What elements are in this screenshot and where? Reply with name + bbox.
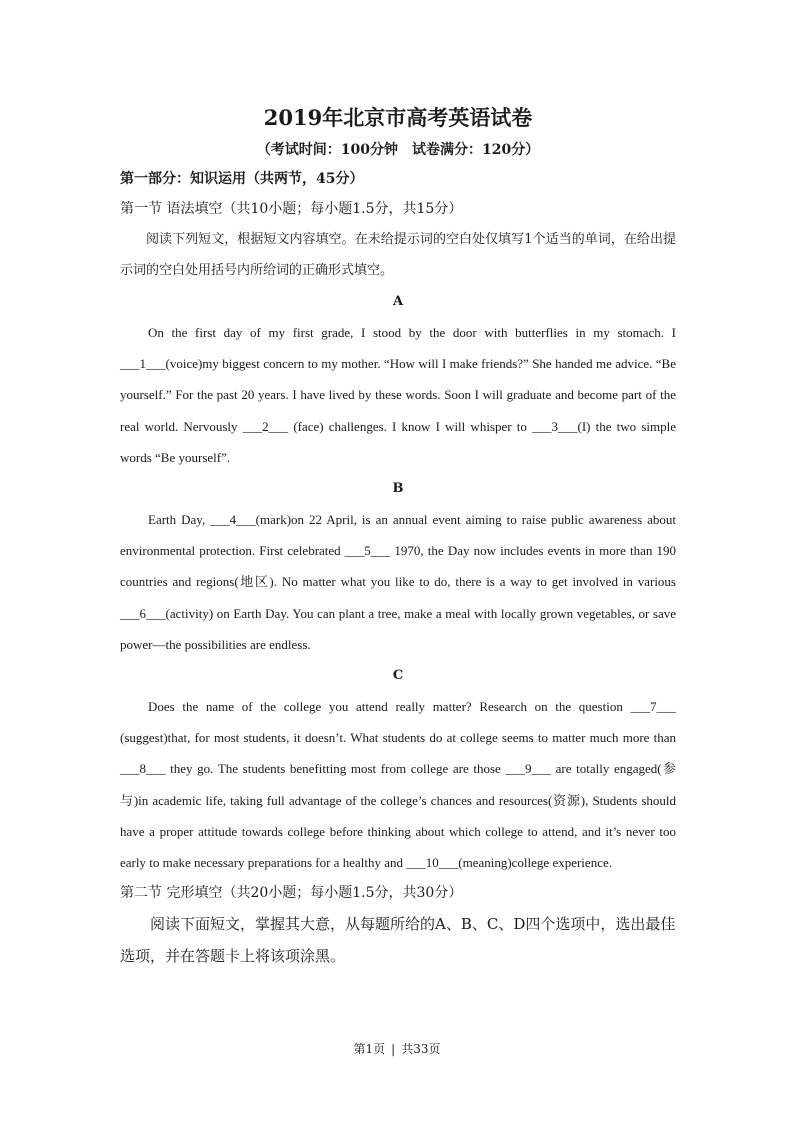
page-number-total: 共33页 [401, 1042, 441, 1056]
passage-b-label: B [392, 481, 404, 497]
page-number-current: 第1页 [353, 1042, 386, 1056]
section-one-instructions: 阅读下列短文，根据短文内容填空。在未给提示词的空白处仅填写1个适当的单词，在给出提示词的空白处用括号内所给词的正确形式填空。 [120, 232, 676, 278]
passage-b-text: Earth Day, ___4___(mark)on 22 April, is an annual event aiming to raise public awareness about environmental protection. First celebrated ___5___ 1970, the Day now includes events in more than 190 countries and regions(地区). No matter what you like to do, there is a way to get involved in various ___6___(activity) on Earth Day. You can plant a tree, make a meal with locally grown vegetables, or save power—the possibilities are endless. [120, 512, 676, 652]
passage-a-text: On the first day of my first grade, I stood by the door with butterflies in my stomach. I ___1___(voice)my biggest concern to my mother. “How will I make friends?” She handed me advice. “Be yourself.” For the past 20 years. I have lived by these words. Soon I will graduate and become part of the real world. Nervously ___2___ (face) challenges. I know I will whisper to ___3___(I) the two simple words “Be yourself”. [120, 325, 676, 465]
footer-separator: | [391, 1042, 396, 1056]
section-two-heading: 第二节 完形填空（共20小题；每小题1.5分，共30分） [120, 885, 463, 902]
passage-a-label: A [392, 294, 404, 309]
exam-title: 2019年北京市高考英语试卷 [263, 105, 533, 130]
passage-c-text: Does the name of the college you attend really matter? Research on the question ___7___ (suggest)that, for most students, it doesn’t. What students do at college seems to matter much more than ___8___ they go. The students benefitting most from college are those ___9___ are totally engaged(参与)in academic life, taking full advantage of the college’s chances and resources(资源), Students should have a proper attitude towards college before thinking about which college to attend, and it’s never too early to make necessary preparations for a healthy and ___10___(meaning)college experience. [120, 699, 676, 871]
page-content [120, 100, 676, 972]
page-footer [0, 1040, 794, 1058]
exam-subtitle: （考试时间：100分钟 试卷满分：120分） [256, 142, 540, 158]
part-one-heading: 第一部分：知识运用（共两节，45分） [120, 171, 364, 187]
passage-c-label: C [392, 668, 404, 684]
section-two-instructions: 阅读下面短文，掌握其大意，从每题所给的A、B、C、D四个选项中，选出最佳选项，并在答题卡上将该项涂黑。 [120, 915, 676, 966]
section-one-heading: 第一节 语法填空（共10小题；每小题1.5分，共15分） [120, 201, 463, 217]
